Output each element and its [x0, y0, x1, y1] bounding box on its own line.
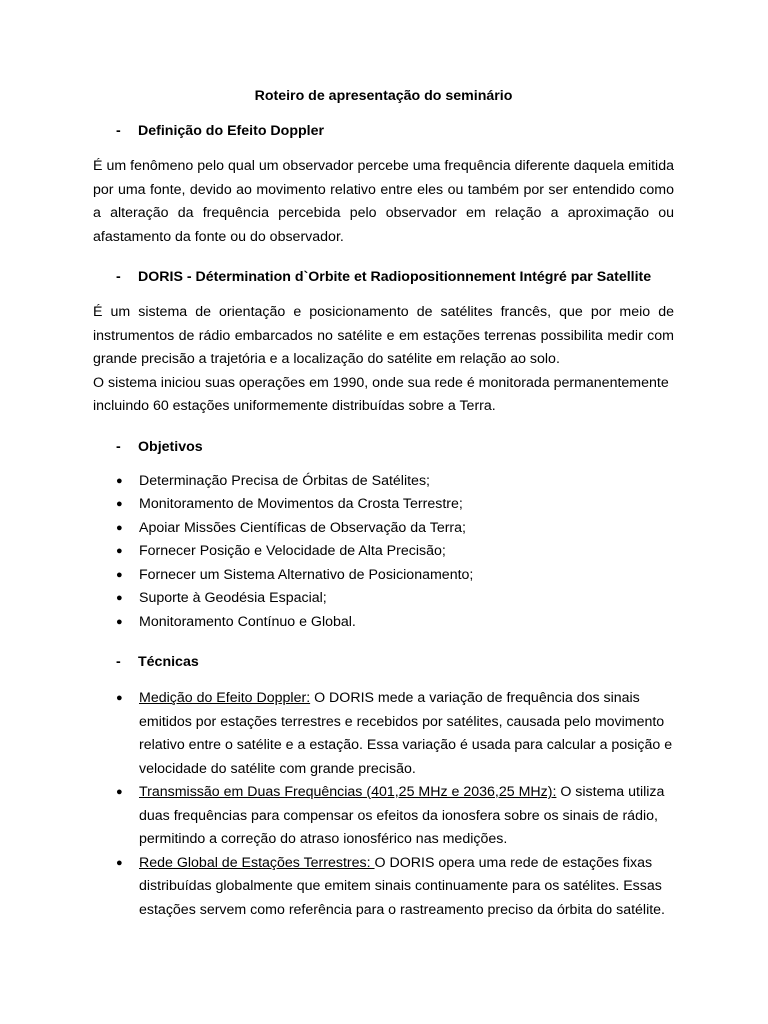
- tecnica-label: Rede Global de Estações Terrestres:: [139, 854, 375, 871]
- bullet-icon: ●: [116, 692, 123, 704]
- tecnica-text: O DORIS mede a variação de frequência dos sinais emitidos por estações terrestres e recebidos por satélites, causada pelo movimento relativo entre o satélite e a estação. Essa variação é usada para calcular a posição e velocidade do satélite com grande precisão.: [139, 690, 673, 777]
- bullet-icon: ●: [116, 545, 123, 557]
- heading-doris: [93, 267, 674, 287]
- tecnica-text: O sistema utiliza duas frequências para compensar os efeitos da ionosfera sobre os sinais de rádio, permitindo a correção do atraso ionosférico nas medições.: [139, 784, 665, 847]
- list-item: ● Suporte à Geodésia Espacial;: [93, 587, 674, 611]
- tecnica-label: Transmissão em Duas Frequências (401,25 MHz e 2036,25 MHz):: [139, 784, 557, 800]
- list-item: [93, 781, 674, 852]
- paragraph-doris-1: É um sistema de orientação e posicionamento de satélites francês, que por meio de instrumentos de rádio embarcados no satélite e em estações terrenas possibilita medir com grande precisão a trajetória e a localização do satélite em relação ao solo.: [93, 304, 674, 367]
- bullet-icon: ●: [116, 615, 123, 628]
- tecnica-label: Medição do Efeito Doppler:: [139, 690, 311, 706]
- list-item: [93, 687, 674, 781]
- list-item: ● Monitoramento Contínuo e Global.: [93, 611, 674, 635]
- list-item: ● Fornecer Posição e Velocidade de Alta Precisão;: [93, 540, 674, 564]
- page-title: Roteiro de apresentação do seminário: [254, 88, 513, 104]
- dash-marker: -: [116, 654, 121, 670]
- bullet-icon: ●: [116, 498, 123, 510]
- bullet-icon: ●: [116, 856, 123, 869]
- dash-marker: -: [116, 438, 121, 455]
- heading-text: Objetivos: [138, 438, 203, 455]
- bullet-icon: ●: [116, 568, 123, 581]
- list-item: ● Fornecer um Sistema Alternativo de Posicionamento;: [93, 564, 674, 588]
- tecnica-text: O DORIS opera uma rede de estações fixas distribuídas globalmente que emitem sinais continuamente para os satélites. Essas estações servem como referência para o rastreamento preciso da órbita do satélite.: [139, 854, 665, 918]
- bullet-icon: ●: [116, 474, 123, 487]
- heading-text: DORIS - Détermination d`Orbite et Radiopositionnement Intégré par Satellite: [138, 269, 652, 285]
- heading-tecnicas: [93, 652, 674, 672]
- paragraph-doppler: É um fenômeno pelo qual um observador percebe uma frequência diferente daquela emitida por uma fonte, devido ao movimento relativo entre eles ou também por ser entendido como a alteração da frequência percebida pelo observador em relação a aproximação ou afastamento da fonte ou do observador.: [93, 158, 674, 245]
- paragraph-doris-2: O sistema iniciou suas operações em 1990, onde sua rede é monitorada permanentemente incluindo 60 estações uniformemente distribuídas sobre a Terra.: [93, 374, 669, 414]
- list-item: ● Apoiar Missões Científicas de Observação da Terra;: [93, 517, 674, 541]
- list-item: ● Monitoramento de Movimentos da Crosta Terrestre;: [93, 493, 674, 517]
- heading-objetivos: [93, 437, 674, 457]
- heading-doppler: [93, 121, 674, 141]
- dash-marker: -: [116, 269, 121, 285]
- dash-marker: -: [116, 123, 121, 139]
- list-item: ● Determinação Precisa de Órbitas de Satélites;: [93, 470, 674, 494]
- heading-text: Definição do Efeito Doppler: [138, 123, 325, 139]
- tecnicas-list: [93, 687, 674, 922]
- list-item: [93, 852, 674, 923]
- heading-text: Técnicas: [138, 654, 199, 670]
- bullet-icon: ●: [116, 521, 123, 534]
- bullet-icon: ●: [116, 592, 123, 604]
- bullet-icon: ●: [116, 786, 123, 798]
- objetivos-list: [93, 470, 674, 635]
